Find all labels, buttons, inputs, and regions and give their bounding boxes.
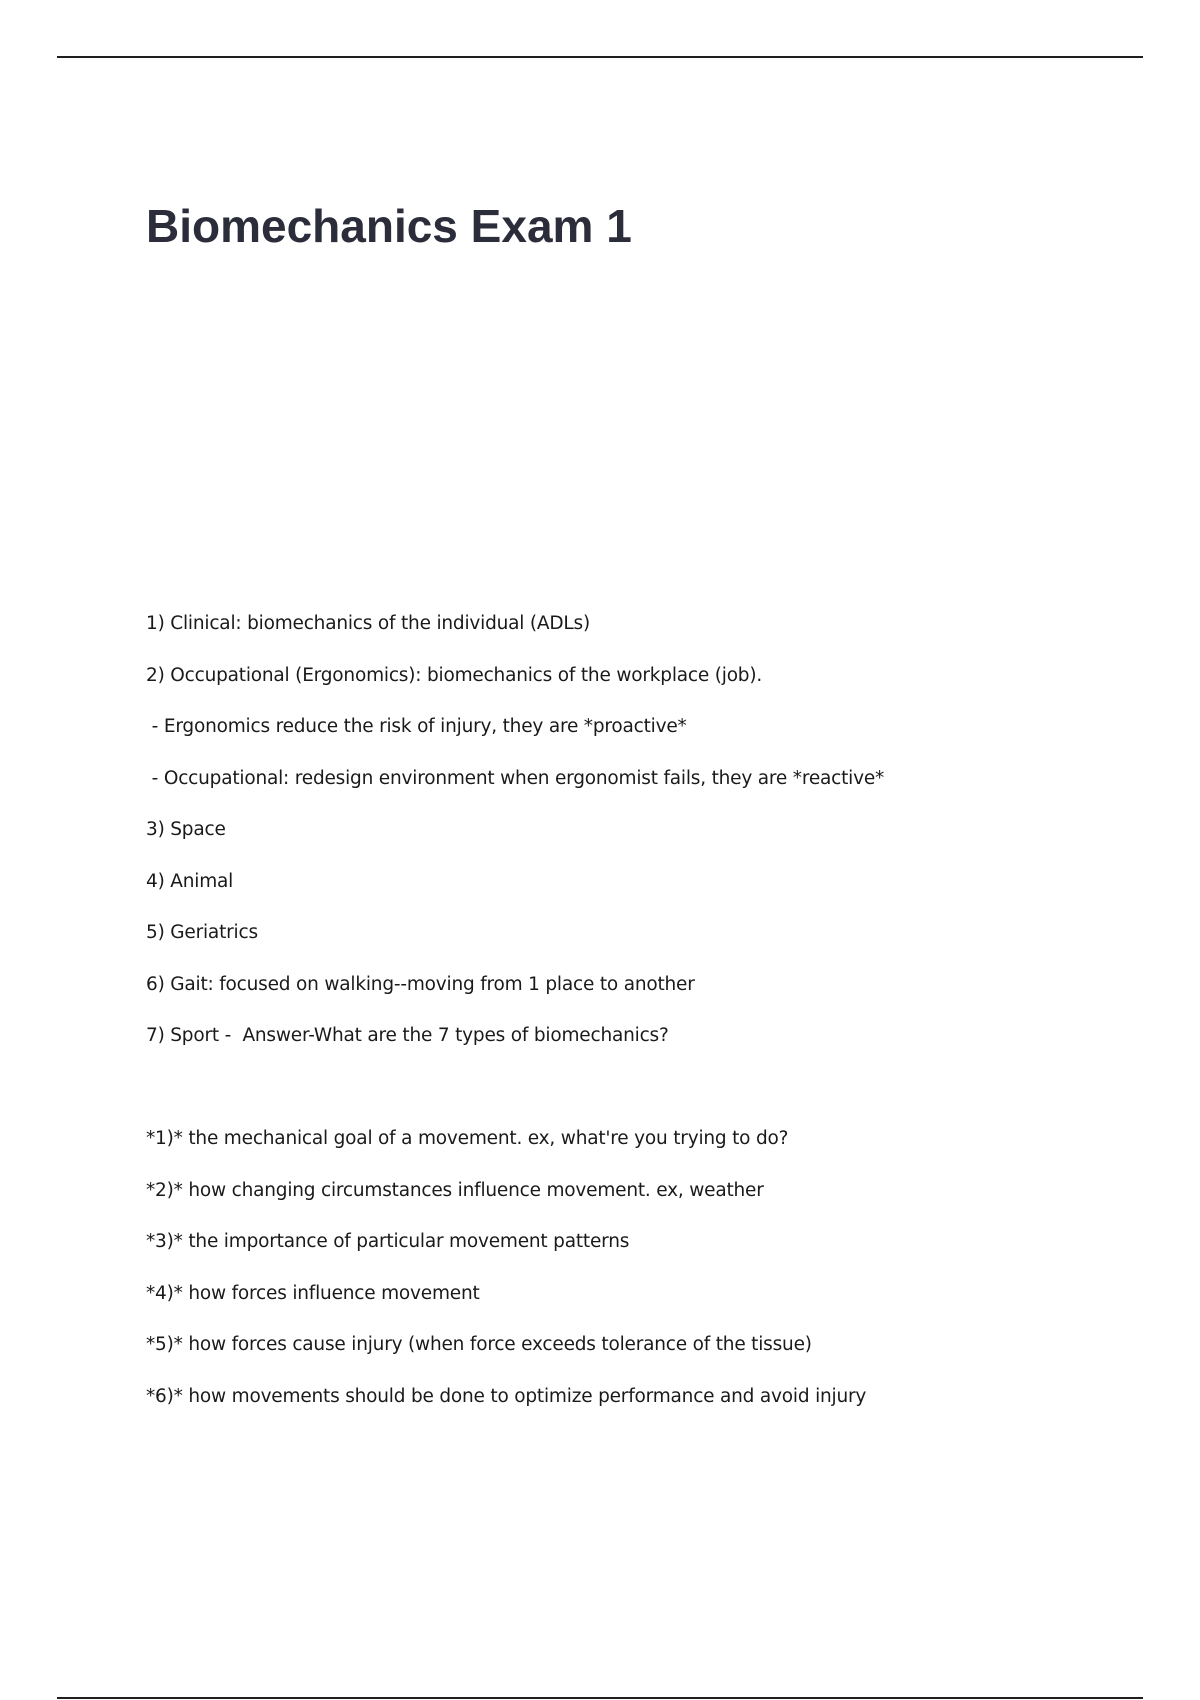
card-1-line: 7) Sport - Answer-What are the 7 types of biomechanics? xyxy=(146,1025,669,1046)
flashcard-1 xyxy=(146,610,884,1074)
card-2-line: *1)* the mechanical goal of a movement. ex, what're you trying to do? xyxy=(146,1128,789,1149)
card-1-line: 1) Clinical: biomechanics of the individual (ADLs) xyxy=(146,613,590,634)
card-1-line: 5) Geriatrics xyxy=(146,922,258,943)
card-1-line: 2) Occupational (Ergonomics): biomechanics of the workplace (job). xyxy=(146,664,763,686)
card-1-line: 3) Space xyxy=(146,819,226,840)
card-1-line: - Occupational: redesign environment when ergonomist fails, they are *reactive* xyxy=(146,767,885,789)
flashcard-2 xyxy=(146,1125,866,1434)
bottom-rule xyxy=(57,1697,1143,1699)
card-1-line: 6) Gait: focused on walking--moving from 1 place to another xyxy=(146,973,695,995)
card-2-line: *4)* how forces influence movement xyxy=(146,1282,480,1304)
card-2-line: *3)* the importance of particular movement patterns xyxy=(146,1231,630,1252)
document-title: Biomechanics Exam 1 xyxy=(146,200,632,252)
top-rule xyxy=(57,56,1143,58)
card-2-line: *5)* how forces cause injury (when force exceeds tolerance of the tissue) xyxy=(146,1334,812,1355)
card-2-line: *2)* how changing circumstances influence movement. ex, weather xyxy=(146,1179,764,1201)
card-1-line: - Ergonomics reduce the risk of injury, they are *proactive* xyxy=(146,716,687,737)
card-1-line: 4) Animal xyxy=(146,870,234,892)
card-2-line: *6)* how movements should be done to optimize performance and avoid injury xyxy=(146,1385,867,1407)
